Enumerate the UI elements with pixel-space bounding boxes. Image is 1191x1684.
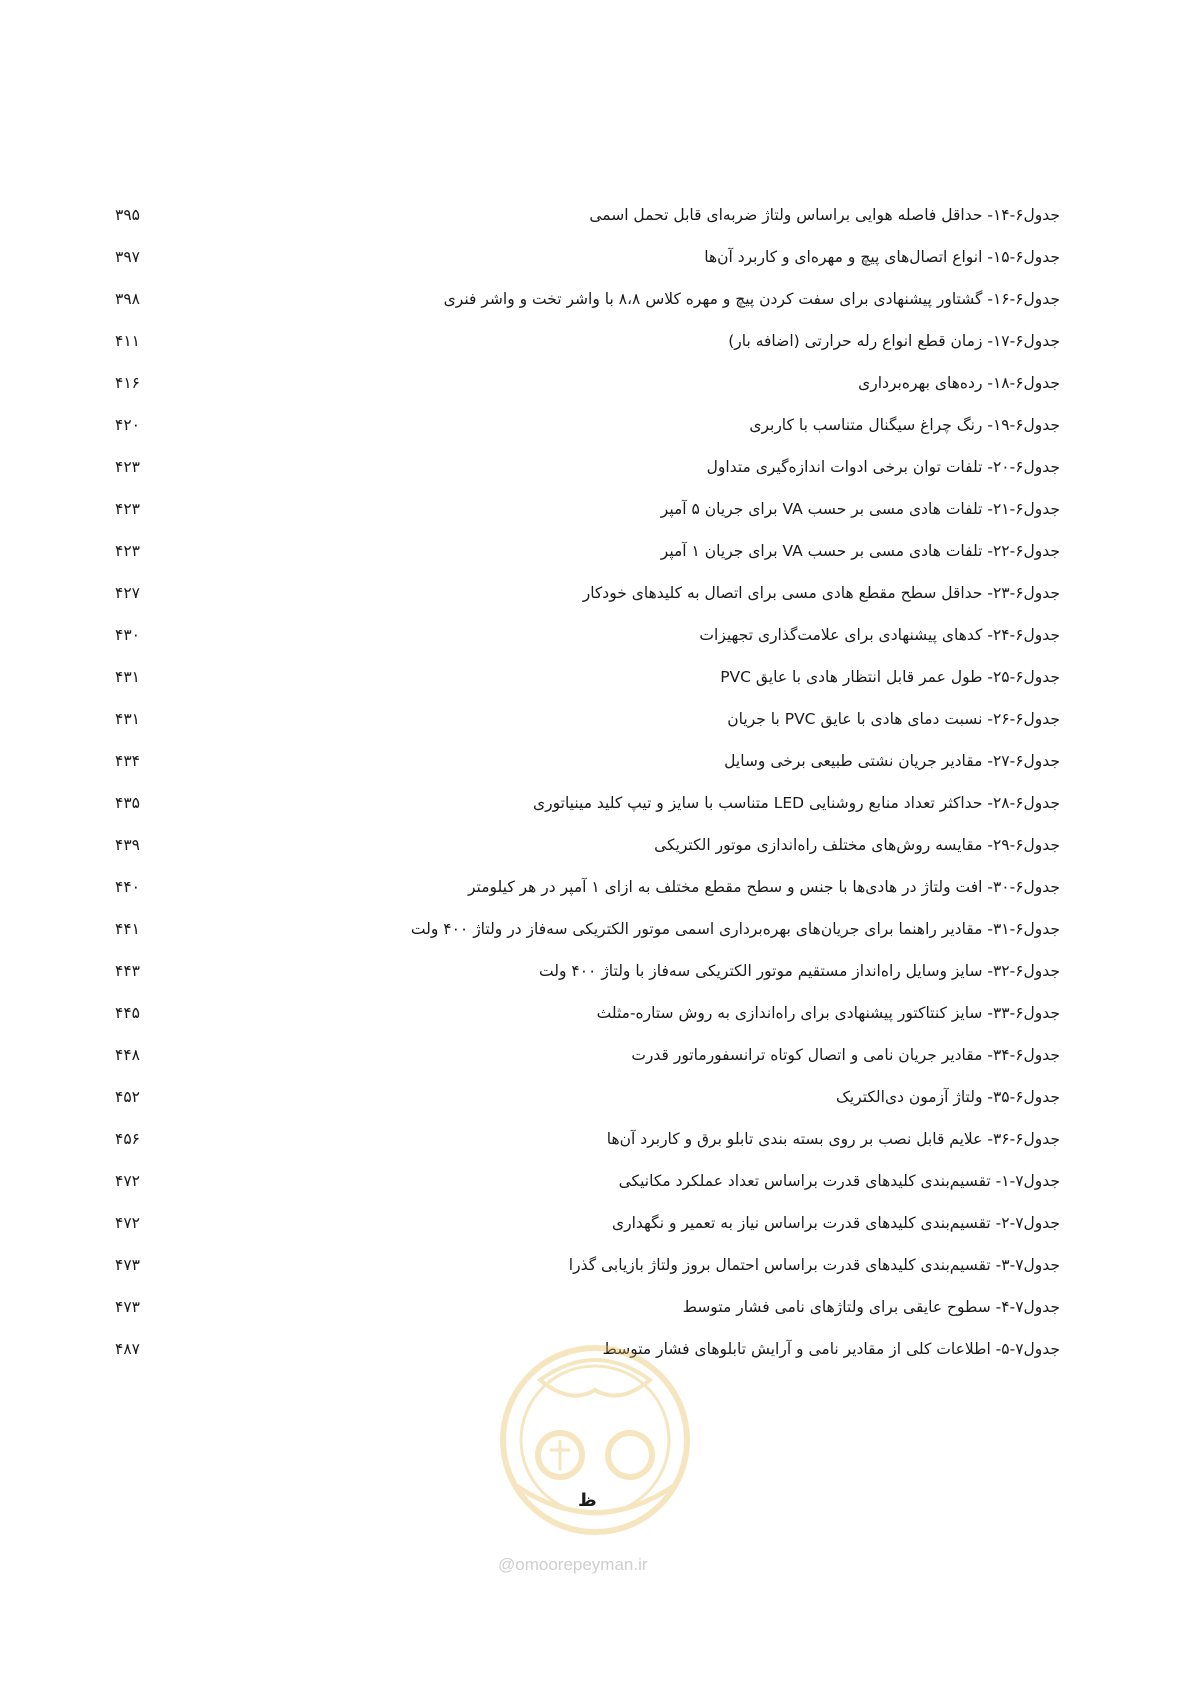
toc-entry-title: جدول۷-۱- تقسیم‌بندی کلیدهای قدرت براساس تعداد عملکرد مکانیکی (618, 1172, 1060, 1190)
toc-entry[interactable] (105, 1206, 1060, 1240)
toc-entry[interactable] (105, 1080, 1060, 1114)
toc-entry-page: ۴۱۱ (115, 332, 140, 350)
toc-entry-page: ۴۲۰ (115, 416, 140, 434)
toc-entry-title: جدول۶-۲۸- حداکثر تعداد منابع روشنایی LED متناسب با سایز و تیپ کلید مینیاتوری (533, 794, 1060, 812)
toc-entry-page: ۳۹۷ (115, 248, 140, 266)
toc-entry-title: جدول۶-۳۵- ولتاژ آزمون دی‌الکتریک (835, 1088, 1060, 1106)
toc-entry-title: جدول۷-۴- سطوح عایقی برای ولتاژهای نامی فشار متوسط (682, 1298, 1060, 1316)
toc-entry[interactable] (105, 492, 1060, 526)
page-number-letter: ظ (578, 1490, 597, 1511)
toc-entry[interactable] (105, 828, 1060, 862)
toc-entry[interactable] (105, 408, 1060, 442)
toc-entry[interactable] (105, 1290, 1060, 1324)
toc-entry-title: جدول۶-۱۴- حداقل فاصله هوایی براساس ولتاژ ضربه‌ای قابل تحمل اسمی (589, 206, 1060, 224)
toc-entry-title: جدول۶-۳۲- سایز وسایل راه‌انداز مستقیم موتور الکتریکی سه‌فاز با ولتاژ ۴۰۰ ولت (539, 962, 1060, 980)
toc-entry-title: جدول۷-۲- تقسیم‌بندی کلیدهای قدرت براساس نیاز به تعمیر و نگهداری (611, 1214, 1060, 1232)
toc-entry-page: ۴۱۶ (115, 374, 140, 392)
toc-entry-page: ۴۳۱ (115, 668, 140, 686)
toc-entry-page: ۴۴۳ (115, 962, 140, 980)
toc-entry[interactable] (105, 954, 1060, 988)
toc-entry[interactable] (105, 576, 1060, 610)
toc-entry-title: جدول۶-۱۶- گشتاور پیشنهادی برای سفت کردن پیچ و مهره کلاس ۸،۸ با واشر تخت و واشر فنری (443, 290, 1060, 308)
toc-entry-page: ۴۲۷ (115, 584, 140, 602)
toc-entry-page: ۴۴۸ (115, 1046, 140, 1064)
watermark-url: @omoorepeyman.ir (498, 1555, 648, 1574)
toc-entry-title: جدول۶-۳۰- افت ولتاژ در هادی‌ها با جنس و سطح مقطع مختلف به ازای ۱ آمپر در هر کیلومتر (467, 878, 1060, 896)
toc-entry-title: جدول۶-۱۹- رنگ چراغ سیگنال متناسب با کاربری (749, 416, 1060, 434)
toc-entry-title: جدول۶-۳۳- سایز کنتاکتور پیشنهادی برای راه‌اندازی به روش ستاره-مثلث (596, 1004, 1060, 1022)
toc-entry[interactable] (105, 366, 1060, 400)
toc-entry-page: ۴۴۵ (115, 1004, 140, 1022)
toc-entry[interactable] (105, 996, 1060, 1030)
toc-entry-page: ۳۹۸ (115, 290, 140, 308)
toc-entry-page: ۴۸۷ (115, 1340, 140, 1358)
toc-entry[interactable] (105, 534, 1060, 568)
toc-entry-page: ۴۴۰ (115, 878, 140, 896)
toc-entry-title: جدول۶-۱۷- زمان قطع انواع رله حرارتی (اضافه بار) (728, 332, 1060, 350)
toc-entry-page: ۴۴۱ (115, 920, 140, 938)
toc-entry[interactable] (105, 618, 1060, 652)
toc-entry-title: جدول۶-۲۲- تلفات هادی مسی بر حسب VA برای جریان ۱ آمپر (660, 542, 1060, 560)
toc-entry-title: جدول۶-۲۷- مقادیر جریان نشتی طبیعی برخی وسایل (724, 752, 1060, 770)
toc-entry[interactable] (105, 1332, 1060, 1366)
toc-entry-page: ۴۲۳ (115, 542, 140, 560)
toc-entry-title: جدول۶-۲۶- نسبت دمای هادی با عایق PVC با جریان (727, 710, 1060, 728)
toc-entry-page: ۴۷۲ (115, 1172, 140, 1190)
toc-entry[interactable] (105, 324, 1060, 358)
toc-entry[interactable] (105, 1164, 1060, 1198)
toc-entry-title: جدول۶-۳۴- مقادیر جریان نامی و اتصال کوتاه ترانسفورماتور قدرت (631, 1046, 1060, 1064)
toc-entry-page: ۳۹۵ (115, 206, 140, 224)
toc-entry[interactable] (105, 702, 1060, 736)
toc-entry-title: جدول۶-۲۳- حداقل سطح مقطع هادی مسی برای اتصال به کلیدهای خودکار (582, 584, 1060, 602)
toc-entry[interactable] (105, 744, 1060, 778)
toc-entry-page: ۴۷۳ (115, 1256, 140, 1274)
toc-entry-title: جدول۶-۳۱- مقادیر راهنما برای جریان‌های بهره‌برداری اسمی موتور الکتریکی سه‌فاز در ولتاژ ۴۰۰ ولت (410, 920, 1060, 938)
toc-entry-title: جدول۶-۳۶- علایم قابل نصب بر روی بسته بندی تابلو برق و کاربرد آن‌ها (606, 1130, 1060, 1148)
toc-entry-page: ۴۳۴ (115, 752, 140, 770)
toc-entry-title: جدول۶-۲۰- تلفات توان برخی ادوات اندازه‌گیری متداول (706, 458, 1060, 476)
toc-entry-page: ۴۲۳ (115, 458, 140, 476)
toc-entry-page: ۴۳۱ (115, 710, 140, 728)
toc-entry-title: جدول۶-۱۵- انواع اتصال‌های پیچ و مهره‌ای و کاربرد آن‌ها (704, 248, 1060, 266)
toc-entry-title: جدول۷-۵- اطلاعات کلی از مقادیر نامی و آرایش تابلوهای فشار متوسط (602, 1340, 1060, 1358)
toc-entry-page: ۴۳۹ (115, 836, 140, 854)
toc-entry[interactable] (105, 240, 1060, 274)
toc-entry-page: ۴۵۶ (115, 1130, 140, 1148)
toc-entry[interactable] (105, 450, 1060, 484)
toc-entry[interactable] (105, 1038, 1060, 1072)
toc-entry-page: ۴۵۲ (115, 1088, 140, 1106)
toc-entry-title: جدول۶-۲۹- مقایسه روش‌های مختلف راه‌اندازی موتور الکتریکی (654, 836, 1060, 854)
toc-entry[interactable] (105, 870, 1060, 904)
toc-entry-title: جدول۶-۱۸- رده‌های بهره‌برداری (858, 374, 1060, 392)
toc-entry[interactable] (105, 282, 1060, 316)
toc-entry-page: ۴۲۳ (115, 500, 140, 518)
toc-entry-title: جدول۶-۲۴- کدهای پیشنهادی برای علامت‌گذاری تجهیزات (699, 626, 1060, 644)
toc-entry[interactable] (105, 198, 1060, 232)
toc-entry-page: ۴۳۰ (115, 626, 140, 644)
toc-entry-title: جدول۶-۲۱- تلفات هادی مسی بر حسب VA برای جریان ۵ آمپر (660, 500, 1060, 518)
toc-entry[interactable] (105, 660, 1060, 694)
toc-entry-page: ۴۳۵ (115, 794, 140, 812)
toc-entry-page: ۴۷۲ (115, 1214, 140, 1232)
toc-entry[interactable] (105, 1122, 1060, 1156)
toc-entry[interactable] (105, 786, 1060, 820)
toc-entry-page: ۴۷۳ (115, 1298, 140, 1316)
toc-entry[interactable] (105, 1248, 1060, 1282)
toc-entry-title: جدول۷-۳- تقسیم‌بندی کلیدهای قدرت براساس احتمال بروز ولتاژ بازیابی گذرا (568, 1256, 1060, 1274)
toc-entry-title: جدول۶-۲۵- طول عمر قابل انتظار هادی با عایق PVC (720, 668, 1060, 686)
toc-entry[interactable] (105, 912, 1060, 946)
